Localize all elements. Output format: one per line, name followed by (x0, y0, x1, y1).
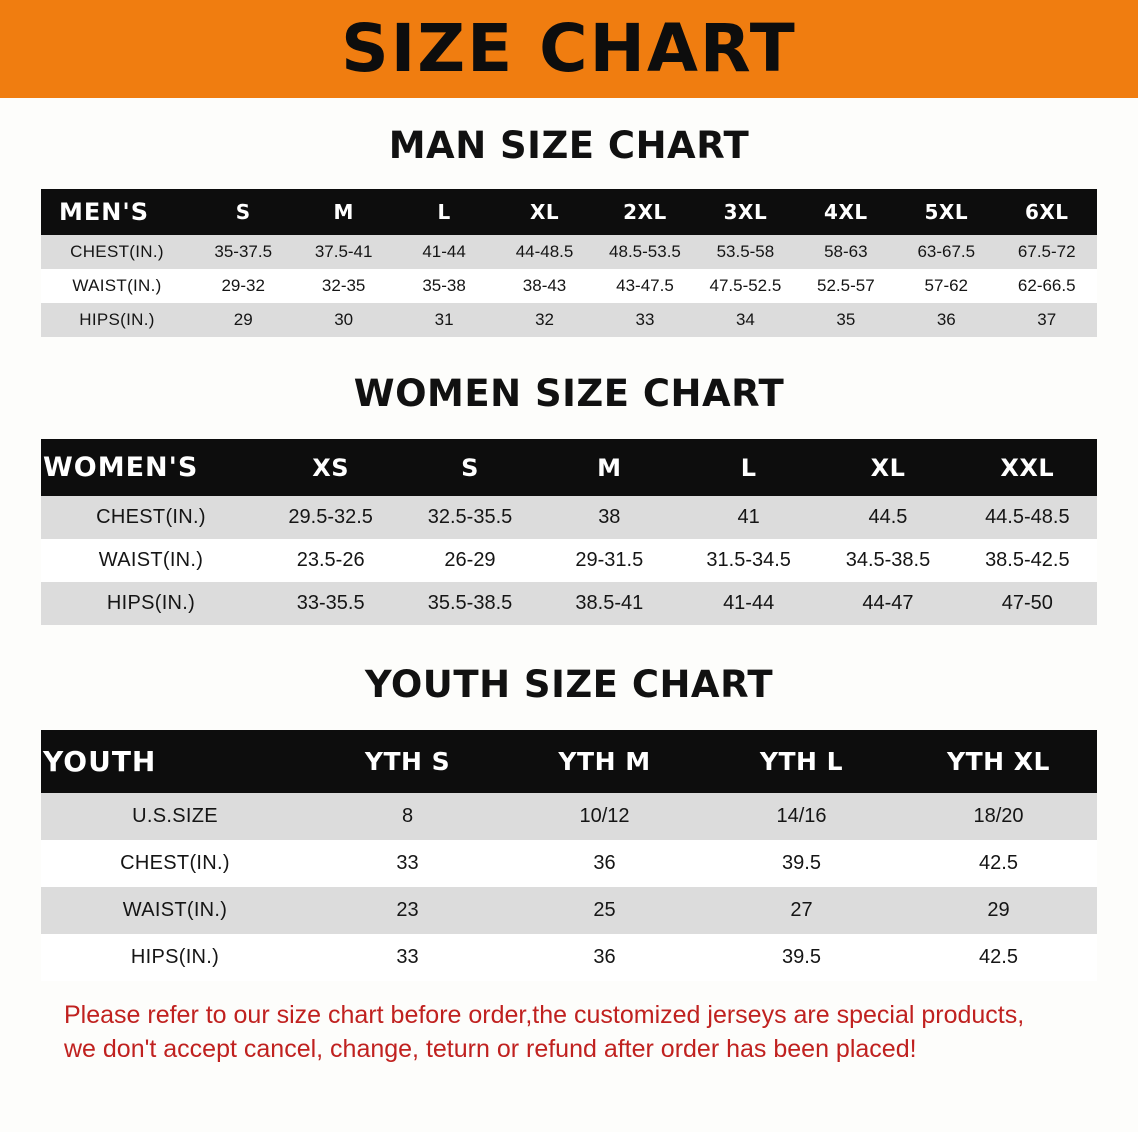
youth-col-header-0: YOUTH (41, 730, 309, 793)
women-cell-hips-l: 41-44 (679, 582, 818, 625)
man-cell-hips-6xl: 37 (997, 303, 1098, 337)
man-col-header-8: 5XL (896, 189, 996, 235)
women-row-label-waist: WAIST(IN.) (41, 539, 261, 582)
women-cell-chest-xl: 44.5 (818, 496, 957, 539)
youth-cell-chest-s: 33 (309, 840, 506, 887)
man-cell-chest-m: 37.5-41 (293, 235, 393, 269)
man-table-body (41, 235, 1097, 337)
man-cell-hips-xl: 32 (494, 303, 594, 337)
youth-table-body (41, 793, 1097, 981)
man-cell-waist-3xl: 47.5-52.5 (695, 269, 795, 303)
youth-cell-waist-m: 25 (506, 887, 703, 934)
youth-cell-waist-xl: 29 (900, 887, 1097, 934)
man-cell-chest-6xl: 67.5-72 (997, 235, 1098, 269)
table-header-row (41, 730, 1097, 793)
man-cell-hips-5xl: 36 (896, 303, 996, 337)
man-col-header-2: M (293, 189, 393, 235)
man-size-table (41, 189, 1097, 337)
man-cell-chest-4xl: 58-63 (796, 235, 896, 269)
man-cell-waist-xl: 38-43 (494, 269, 594, 303)
table-header-row (41, 189, 1097, 235)
youth-cell-ussize-xl: 18/20 (900, 793, 1097, 840)
women-table-body (41, 496, 1097, 625)
table-row (41, 887, 1097, 934)
youth-table-head (41, 730, 1097, 793)
man-table-head (41, 189, 1097, 235)
youth-row-label-waist: WAIST(IN.) (41, 887, 309, 934)
man-cell-waist-l: 35-38 (394, 269, 494, 303)
page-banner (0, 0, 1138, 98)
man-cell-chest-5xl: 63-67.5 (896, 235, 996, 269)
man-cell-hips-2xl: 33 (595, 303, 695, 337)
youth-row-label-chest: CHEST(IN.) (41, 840, 309, 887)
women-row-label-chest: CHEST(IN.) (41, 496, 261, 539)
man-col-header-7: 4XL (796, 189, 896, 235)
disclaimer-line-1: Please refer to our size chart before order,the customized jerseys are special products, (64, 1001, 1025, 1029)
man-cell-hips-l: 31 (394, 303, 494, 337)
man-cell-waist-s: 29-32 (193, 269, 293, 303)
youth-cell-chest-l: 39.5 (703, 840, 900, 887)
man-col-header-5: 2XL (595, 189, 695, 235)
man-cell-hips-m: 30 (293, 303, 393, 337)
women-cell-chest-s: 32.5-35.5 (400, 496, 539, 539)
man-row-label-hips: HIPS(IN.) (41, 303, 193, 337)
women-row-label-hips: HIPS(IN.) (41, 582, 261, 625)
table-row (41, 235, 1097, 269)
man-col-header-6: 3XL (695, 189, 795, 235)
man-section-title: MAN SIZE CHART (388, 124, 750, 167)
table-row (41, 269, 1097, 303)
table-row (41, 840, 1097, 887)
women-cell-chest-xs: 29.5-32.5 (261, 496, 400, 539)
man-col-header-0: MEN'S (41, 189, 193, 235)
youth-row-label-ussize: U.S.SIZE (41, 793, 309, 840)
man-cell-waist-2xl: 43-47.5 (595, 269, 695, 303)
youth-cell-ussize-s: 8 (309, 793, 506, 840)
man-size-table-wrapper (41, 189, 1097, 337)
women-cell-waist-l: 31.5-34.5 (679, 539, 818, 582)
disclaimer-line-2: we don't accept cancel, change, teturn or refund after order has been placed! (64, 1034, 917, 1063)
man-cell-chest-xl: 44-48.5 (494, 235, 594, 269)
youth-cell-hips-xl: 42.5 (900, 934, 1097, 981)
man-col-header-3: L (394, 189, 494, 235)
table-row (41, 496, 1097, 539)
women-table-head (41, 439, 1097, 496)
youth-cell-hips-l: 39.5 (703, 934, 900, 981)
women-col-header-1: XS (261, 439, 400, 496)
man-cell-waist-6xl: 62-66.5 (997, 269, 1098, 303)
man-row-label-waist: WAIST(IN.) (41, 269, 193, 303)
youth-size-table-wrapper (41, 730, 1097, 981)
women-cell-hips-xs: 33-35.5 (261, 582, 400, 625)
man-cell-waist-5xl: 57-62 (896, 269, 996, 303)
women-section-title: WOMEN SIZE CHART (353, 372, 785, 415)
man-cell-hips-4xl: 35 (796, 303, 896, 337)
youth-cell-hips-s: 33 (309, 934, 506, 981)
man-col-header-4: XL (494, 189, 594, 235)
women-size-table (41, 439, 1097, 625)
youth-section-title: YOUTH SIZE CHART (364, 663, 774, 706)
women-cell-hips-s: 35.5-38.5 (400, 582, 539, 625)
man-cell-waist-m: 32-35 (293, 269, 393, 303)
youth-col-header-2: YTH M (506, 730, 703, 793)
man-cell-waist-4xl: 52.5-57 (796, 269, 896, 303)
table-header-row (41, 439, 1097, 496)
women-col-header-2: S (400, 439, 539, 496)
women-cell-waist-s: 26-29 (400, 539, 539, 582)
women-cell-chest-l: 41 (679, 496, 818, 539)
women-col-header-0: WOMEN'S (41, 439, 261, 496)
youth-cell-ussize-m: 10/12 (506, 793, 703, 840)
youth-col-header-1: YTH S (309, 730, 506, 793)
table-row (41, 539, 1097, 582)
youth-row-label-hips: HIPS(IN.) (41, 934, 309, 981)
youth-col-header-3: YTH L (703, 730, 900, 793)
women-col-header-4: L (679, 439, 818, 496)
page-title: SIZE CHART (341, 10, 797, 87)
youth-cell-waist-l: 27 (703, 887, 900, 934)
table-row (41, 303, 1097, 337)
youth-cell-hips-m: 36 (506, 934, 703, 981)
man-col-header-9: 6XL (997, 189, 1098, 235)
man-col-header-1: S (193, 189, 293, 235)
women-cell-hips-xxl: 47-50 (958, 582, 1097, 625)
women-cell-waist-m: 29-31.5 (540, 539, 679, 582)
women-cell-hips-m: 38.5-41 (540, 582, 679, 625)
table-row (41, 793, 1097, 840)
youth-size-table (41, 730, 1097, 981)
women-cell-waist-xs: 23.5-26 (261, 539, 400, 582)
youth-cell-chest-m: 36 (506, 840, 703, 887)
women-cell-chest-m: 38 (540, 496, 679, 539)
women-size-table-wrapper (41, 439, 1097, 625)
women-cell-waist-xxl: 38.5-42.5 (958, 539, 1097, 582)
youth-col-header-4: YTH XL (900, 730, 1097, 793)
women-col-header-3: M (540, 439, 679, 496)
man-cell-chest-2xl: 48.5-53.5 (595, 235, 695, 269)
man-cell-chest-s: 35-37.5 (193, 235, 293, 269)
youth-cell-ussize-l: 14/16 (703, 793, 900, 840)
women-cell-waist-xl: 34.5-38.5 (818, 539, 957, 582)
women-cell-hips-xl: 44-47 (818, 582, 957, 625)
man-cell-chest-3xl: 53.5-58 (695, 235, 795, 269)
women-col-header-6: XXL (958, 439, 1097, 496)
disclaimer-note (64, 999, 1074, 1067)
man-row-label-chest: CHEST(IN.) (41, 235, 193, 269)
youth-cell-waist-s: 23 (309, 887, 506, 934)
table-row (41, 582, 1097, 625)
women-cell-chest-xxl: 44.5-48.5 (958, 496, 1097, 539)
table-row (41, 934, 1097, 981)
youth-cell-chest-xl: 42.5 (900, 840, 1097, 887)
man-cell-hips-3xl: 34 (695, 303, 795, 337)
women-col-header-5: XL (818, 439, 957, 496)
man-cell-hips-s: 29 (193, 303, 293, 337)
man-cell-chest-l: 41-44 (394, 235, 494, 269)
